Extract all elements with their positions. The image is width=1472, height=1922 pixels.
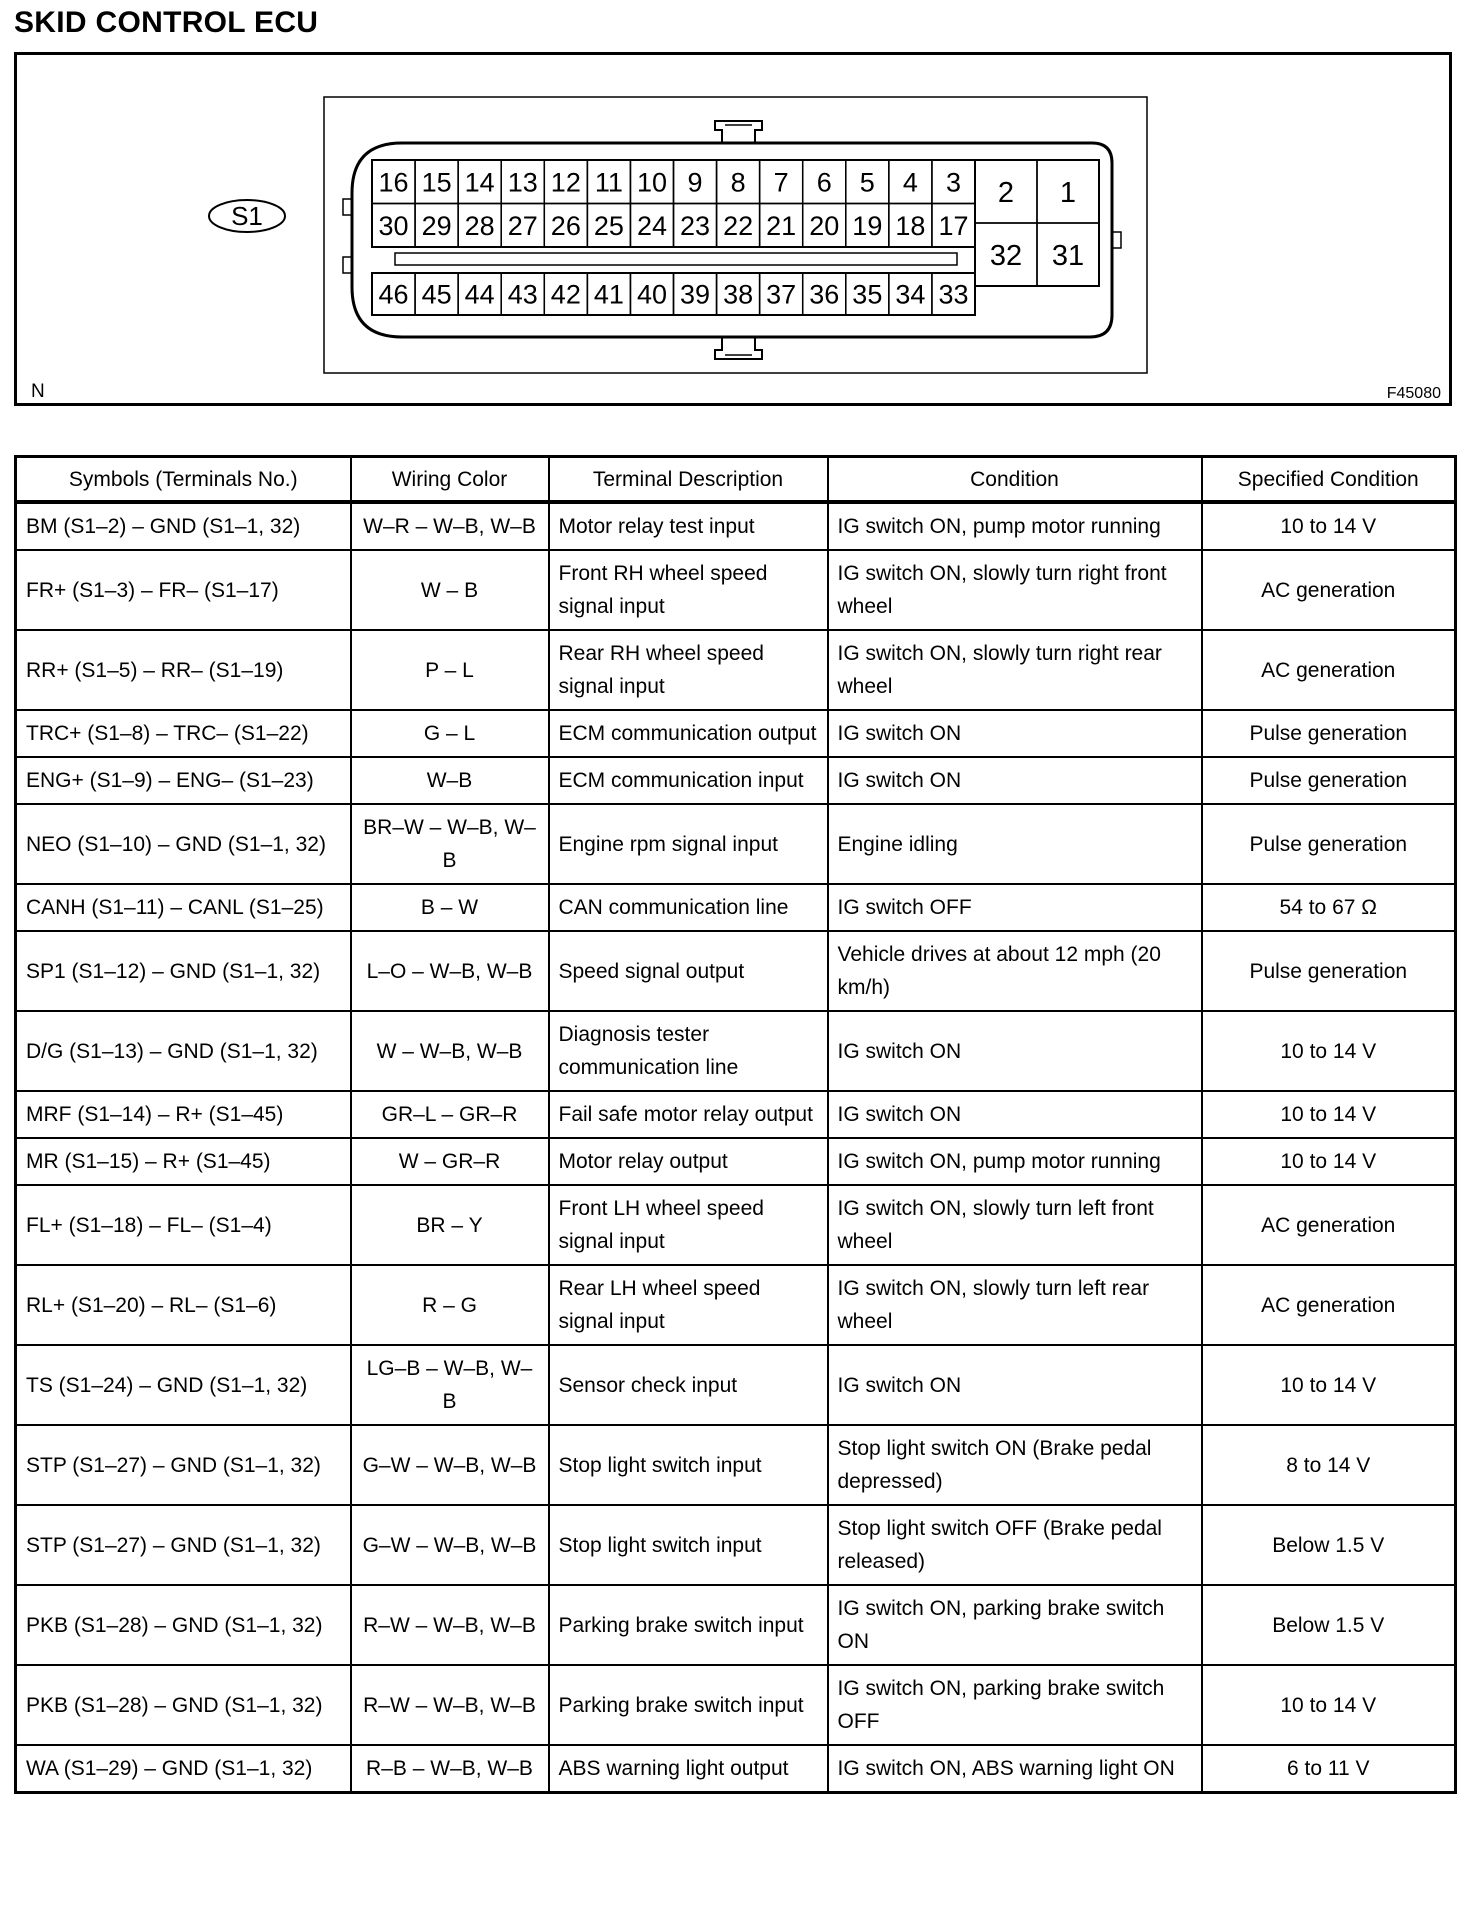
pin-number: 1 (1059, 176, 1077, 209)
cell-specified-condition: AC generation (1202, 630, 1456, 710)
cell-description: ECM communication output (549, 710, 828, 757)
cell-symbol: RL+ (S1–20) – RL– (S1–6) (16, 1265, 351, 1345)
cell-description: Rear RH wheel speed signal input (549, 630, 828, 710)
cell-condition: IG switch ON, slowly turn right rear wheel (828, 630, 1202, 710)
cell-description: Front RH wheel speed signal input (549, 550, 828, 630)
table-row (16, 757, 1456, 804)
cell-symbol: STP (S1–27) – GND (S1–1, 32) (16, 1505, 351, 1585)
pin-number: 38 (723, 279, 754, 310)
cell-condition: Stop light switch OFF (Brake pedal released) (828, 1505, 1202, 1585)
table-row (16, 884, 1456, 931)
pin-number: 18 (895, 210, 926, 241)
cell-wiring-color: R–W – W–B, W–B (351, 1665, 549, 1745)
pin-number: 46 (378, 279, 409, 310)
cell-wiring-color: BR–W – W–B, W–B (351, 804, 549, 884)
cell-description: Sensor check input (549, 1345, 828, 1425)
cell-condition: IG switch OFF (828, 884, 1202, 931)
cell-wiring-color: R–B – W–B, W–B (351, 1745, 549, 1793)
connector-diagram (14, 52, 1452, 406)
table-row (16, 804, 1456, 884)
pin-number: 3 (945, 167, 961, 198)
cell-symbol: TRC+ (S1–8) – TRC– (S1–22) (16, 710, 351, 757)
cell-specified-condition: 54 to 67 Ω (1202, 884, 1456, 931)
cell-symbol: FL+ (S1–18) – FL– (S1–4) (16, 1185, 351, 1265)
cell-wiring-color: R–W – W–B, W–B (351, 1585, 549, 1665)
cell-description: Stop light switch input (549, 1505, 828, 1585)
cell-specified-condition: Pulse generation (1202, 757, 1456, 804)
pin-number: 29 (421, 210, 452, 241)
cell-wiring-color: W – GR–R (351, 1138, 549, 1185)
table-row (16, 1345, 1456, 1425)
table-row (16, 1091, 1456, 1138)
pin-number: 40 (636, 279, 667, 310)
pin-number: 28 (464, 210, 495, 241)
cell-description: CAN communication line (549, 884, 828, 931)
pin-number: 26 (550, 210, 581, 241)
cell-symbol: MRF (S1–14) – R+ (S1–45) (16, 1091, 351, 1138)
cell-condition: IG switch ON, ABS warning light ON (828, 1745, 1202, 1793)
pin-number: 5 (859, 167, 875, 198)
cell-description: Front LH wheel speed signal input (549, 1185, 828, 1265)
cell-specified-condition: 6 to 11 V (1202, 1745, 1456, 1793)
pin-number: 11 (594, 167, 623, 198)
cell-condition: IG switch ON, pump motor running (828, 1138, 1202, 1185)
pin-number: 30 (378, 210, 409, 241)
cell-symbol: PKB (S1–28) – GND (S1–1, 32) (16, 1665, 351, 1745)
pin-number: 37 (766, 279, 797, 310)
cell-condition: Stop light switch ON (Brake pedal depressed) (828, 1425, 1202, 1505)
cell-symbol: CANH (S1–11) – CANL (S1–25) (16, 884, 351, 931)
cell-wiring-color: W – W–B, W–B (351, 1011, 549, 1091)
cell-condition: Vehicle drives at about 12 mph (20 km/h) (828, 931, 1202, 1011)
pin-number: 23 (680, 210, 711, 241)
header-wiring-color: Wiring Color (351, 457, 549, 503)
cell-wiring-color: LG–B – W–B, W–B (351, 1345, 549, 1425)
table-header-row (16, 457, 1456, 503)
cell-condition: IG switch ON (828, 757, 1202, 804)
cell-condition: IG switch ON (828, 1011, 1202, 1091)
table-row (16, 1185, 1456, 1265)
cell-wiring-color: B – W (351, 884, 549, 931)
pin-number: 12 (550, 167, 581, 198)
pin-number: 7 (773, 167, 789, 198)
pin-number: 35 (852, 279, 883, 310)
cell-wiring-color: G–W – W–B, W–B (351, 1505, 549, 1585)
pin-number: 14 (464, 167, 495, 198)
cell-condition: IG switch ON (828, 1091, 1202, 1138)
pin-number: 27 (507, 210, 538, 241)
cell-symbol: SP1 (S1–12) – GND (S1–1, 32) (16, 931, 351, 1011)
cell-symbol: BM (S1–2) – GND (S1–1, 32) (16, 502, 351, 550)
cell-wiring-color: BR – Y (351, 1185, 549, 1265)
cell-symbol: NEO (S1–10) – GND (S1–1, 32) (16, 804, 351, 884)
cell-specified-condition: Pulse generation (1202, 804, 1456, 884)
connector-label (207, 197, 287, 235)
pin-number: 44 (464, 279, 495, 310)
pin-number: 39 (680, 279, 711, 310)
cell-wiring-color: W – B (351, 550, 549, 630)
cell-specified-condition: 10 to 14 V (1202, 1011, 1456, 1091)
table-row (16, 1585, 1456, 1665)
cell-condition: IG switch ON (828, 710, 1202, 757)
cell-wiring-color: W–B (351, 757, 549, 804)
terminal-table (14, 455, 1457, 1794)
pin-number: 36 (809, 279, 840, 310)
table-row (16, 630, 1456, 710)
cell-condition: IG switch ON, slowly turn left rear wheel (828, 1265, 1202, 1345)
cell-symbol: PKB (S1–28) – GND (S1–1, 32) (16, 1585, 351, 1665)
cell-wiring-color: W–R – W–B, W–B (351, 502, 549, 550)
cell-condition: Engine idling (828, 804, 1202, 884)
cell-condition: IG switch ON, slowly turn right front wheel (828, 550, 1202, 630)
header-specified-condition: Specified Condition (1202, 457, 1456, 503)
cell-specified-condition: Pulse generation (1202, 710, 1456, 757)
cell-wiring-color: G – L (351, 710, 549, 757)
header-condition: Condition (828, 457, 1202, 503)
cell-description: Rear LH wheel speed signal input (549, 1265, 828, 1345)
table-row (16, 1425, 1456, 1505)
pin-number: 41 (593, 279, 624, 310)
cell-specified-condition: 10 to 14 V (1202, 1345, 1456, 1425)
pin-number: 6 (816, 167, 832, 198)
cell-description: Speed signal output (549, 931, 828, 1011)
cell-symbol: FR+ (S1–3) – FR– (S1–17) (16, 550, 351, 630)
table-row (16, 502, 1456, 550)
table-row (16, 1011, 1456, 1091)
pin-number: 20 (809, 210, 840, 241)
figure-code: F45080 (1386, 385, 1441, 402)
cell-description: Diagnosis tester communication line (549, 1011, 828, 1091)
pin-number: 42 (550, 279, 581, 310)
cell-description: ABS warning light output (549, 1745, 828, 1793)
table-row (16, 1505, 1456, 1585)
cell-condition: IG switch ON, parking brake switch ON (828, 1585, 1202, 1665)
pin-number: 31 (1051, 239, 1085, 272)
pin-number: 24 (636, 210, 667, 241)
table-row (16, 1745, 1456, 1793)
cell-specified-condition: AC generation (1202, 1185, 1456, 1265)
cell-symbol: ENG+ (S1–9) – ENG– (S1–23) (16, 757, 351, 804)
pin-number: 22 (723, 210, 754, 241)
cell-specified-condition: 10 to 14 V (1202, 502, 1456, 550)
cell-wiring-color: R – G (351, 1265, 549, 1345)
cell-condition: IG switch ON, parking brake switch OFF (828, 1665, 1202, 1745)
cell-specified-condition: AC generation (1202, 1265, 1456, 1345)
table-row (16, 710, 1456, 757)
cell-specified-condition: 8 to 14 V (1202, 1425, 1456, 1505)
view-label: N (31, 381, 45, 402)
cell-specified-condition: AC generation (1202, 550, 1456, 630)
cell-symbol: WA (S1–29) – GND (S1–1, 32) (16, 1745, 351, 1793)
cell-description: Parking brake switch input (549, 1665, 828, 1745)
cell-specified-condition: 10 to 14 V (1202, 1091, 1456, 1138)
cell-condition: IG switch ON, slowly turn left front wheel (828, 1185, 1202, 1265)
pin-number: 13 (507, 167, 538, 198)
pin-number: 33 (938, 279, 969, 310)
cell-condition: IG switch ON, pump motor running (828, 502, 1202, 550)
cell-symbol: STP (S1–27) – GND (S1–1, 32) (16, 1425, 351, 1505)
cell-specified-condition: 10 to 14 V (1202, 1138, 1456, 1185)
table-row (16, 550, 1456, 630)
cell-description: Fail safe motor relay output (549, 1091, 828, 1138)
cell-specified-condition: Pulse generation (1202, 931, 1456, 1011)
pin-number: 19 (852, 210, 883, 241)
pin-number: 15 (421, 167, 452, 198)
pin-number: 8 (730, 167, 746, 198)
table-row (16, 931, 1456, 1011)
cell-description: Motor relay test input (549, 502, 828, 550)
cell-symbol: TS (S1–24) – GND (S1–1, 32) (16, 1345, 351, 1425)
pin-number: 2 (997, 176, 1015, 209)
cell-wiring-color: GR–L – GR–R (351, 1091, 549, 1138)
pin-number: 17 (938, 210, 969, 241)
cell-symbol: MR (S1–15) – R+ (S1–45) (16, 1138, 351, 1185)
connector-label-text: S1 (231, 201, 263, 231)
pin-number: 16 (378, 167, 409, 198)
cell-description: ECM communication input (549, 757, 828, 804)
pin-number: 9 (687, 167, 703, 198)
pin-number: 34 (895, 279, 926, 310)
pin-number: 32 (989, 239, 1023, 272)
cell-wiring-color: P – L (351, 630, 549, 710)
pin-number: 45 (421, 279, 452, 310)
pin-number: 4 (902, 167, 918, 198)
cell-description: Parking brake switch input (549, 1585, 828, 1665)
pin-number: 10 (636, 167, 667, 198)
header-symbols: Symbols (Terminals No.) (16, 457, 351, 503)
cell-wiring-color: L–O – W–B, W–B (351, 931, 549, 1011)
table-row (16, 1265, 1456, 1345)
header-terminal-description: Terminal Description (549, 457, 828, 503)
cell-symbol: RR+ (S1–5) – RR– (S1–19) (16, 630, 351, 710)
cell-wiring-color: G–W – W–B, W–B (351, 1425, 549, 1505)
table-row (16, 1138, 1456, 1185)
cell-specified-condition: Below 1.5 V (1202, 1505, 1456, 1585)
connector-key-slot (395, 253, 957, 265)
cell-description: Engine rpm signal input (549, 804, 828, 884)
cell-specified-condition: Below 1.5 V (1202, 1585, 1456, 1665)
page-title: SKID CONTROL ECU (14, 6, 319, 39)
cell-specified-condition: 10 to 14 V (1202, 1665, 1456, 1745)
cell-description: Stop light switch input (549, 1425, 828, 1505)
pin-number: 25 (593, 210, 624, 241)
table-row (16, 1665, 1456, 1745)
cell-description: Motor relay output (549, 1138, 828, 1185)
pin-number: 21 (766, 210, 797, 241)
cell-symbol: D/G (S1–13) – GND (S1–1, 32) (16, 1011, 351, 1091)
pin-number: 43 (507, 279, 538, 310)
cell-condition: IG switch ON (828, 1345, 1202, 1425)
